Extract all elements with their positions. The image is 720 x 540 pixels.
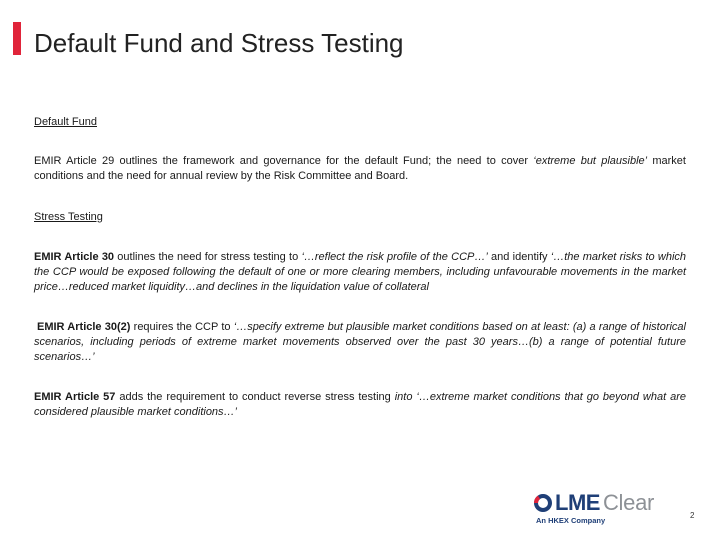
article-57-lead: EMIR Article 57	[34, 391, 116, 403]
page-title: Default Fund and Stress Testing	[34, 28, 404, 58]
article-30-paragraph	[34, 250, 686, 295]
default-fund-text-1: EMIR Article 29 outlines the framework and governance for the default Fund; the need to cover	[34, 155, 534, 167]
page-number: 2	[690, 511, 695, 520]
logo-wordmark	[533, 490, 654, 516]
article-57-quote: into ‘…extreme market conditions that go beyond what are considered plausible market conditions…’	[34, 391, 686, 418]
article-57-text-1: adds the requirement to conduct reverse stress testing	[115, 391, 395, 403]
stress-testing-heading: Stress Testing	[34, 211, 103, 223]
default-fund-quote: ‘extreme but plausible’	[533, 155, 648, 167]
article-30-lead: EMIR Article 30	[34, 251, 115, 263]
title-accent-bar	[13, 22, 21, 55]
default-fund-paragraph	[34, 154, 686, 184]
logo-tagline: An HKEX Company	[536, 516, 606, 525]
lme-clear-logo	[533, 490, 673, 526]
lme-ring-icon	[533, 493, 553, 513]
article-30-text-1: outlines the need for stress testing to	[114, 251, 302, 263]
article-30-2-lead: EMIR Article 30(2)	[37, 321, 131, 333]
article-30-text-2: and identify	[487, 251, 551, 263]
article-57-paragraph	[34, 390, 686, 420]
default-fund-heading: Default Fund	[34, 116, 97, 128]
logo-brand: LME	[555, 490, 600, 515]
logo-product: Clear	[602, 490, 655, 515]
article-30-2-paragraph	[34, 320, 686, 365]
article-30-2-quote: ‘…specify extreme but plausible market conditions based on at least: (a) a range of historical scenarios, including periods of extreme market movements observed over the past 30 years…(b) a range of potential future scenarios…’	[34, 321, 686, 363]
article-30-quote-1: ‘…reflect the risk profile of the CCP…’	[301, 251, 488, 263]
article-30-quote-2: ‘…the market risks to which the CCP would be exposed following the default of one or more clearing members, including unfavourable movements in the market price…reduced market liquidity…and declines in the liquidation value of collateral	[34, 251, 686, 293]
default-fund-text-2: market conditions and the need for annual review by the Risk Committee and Board.	[34, 155, 686, 182]
article-30-2-text-1: requires the CCP to	[130, 321, 234, 333]
